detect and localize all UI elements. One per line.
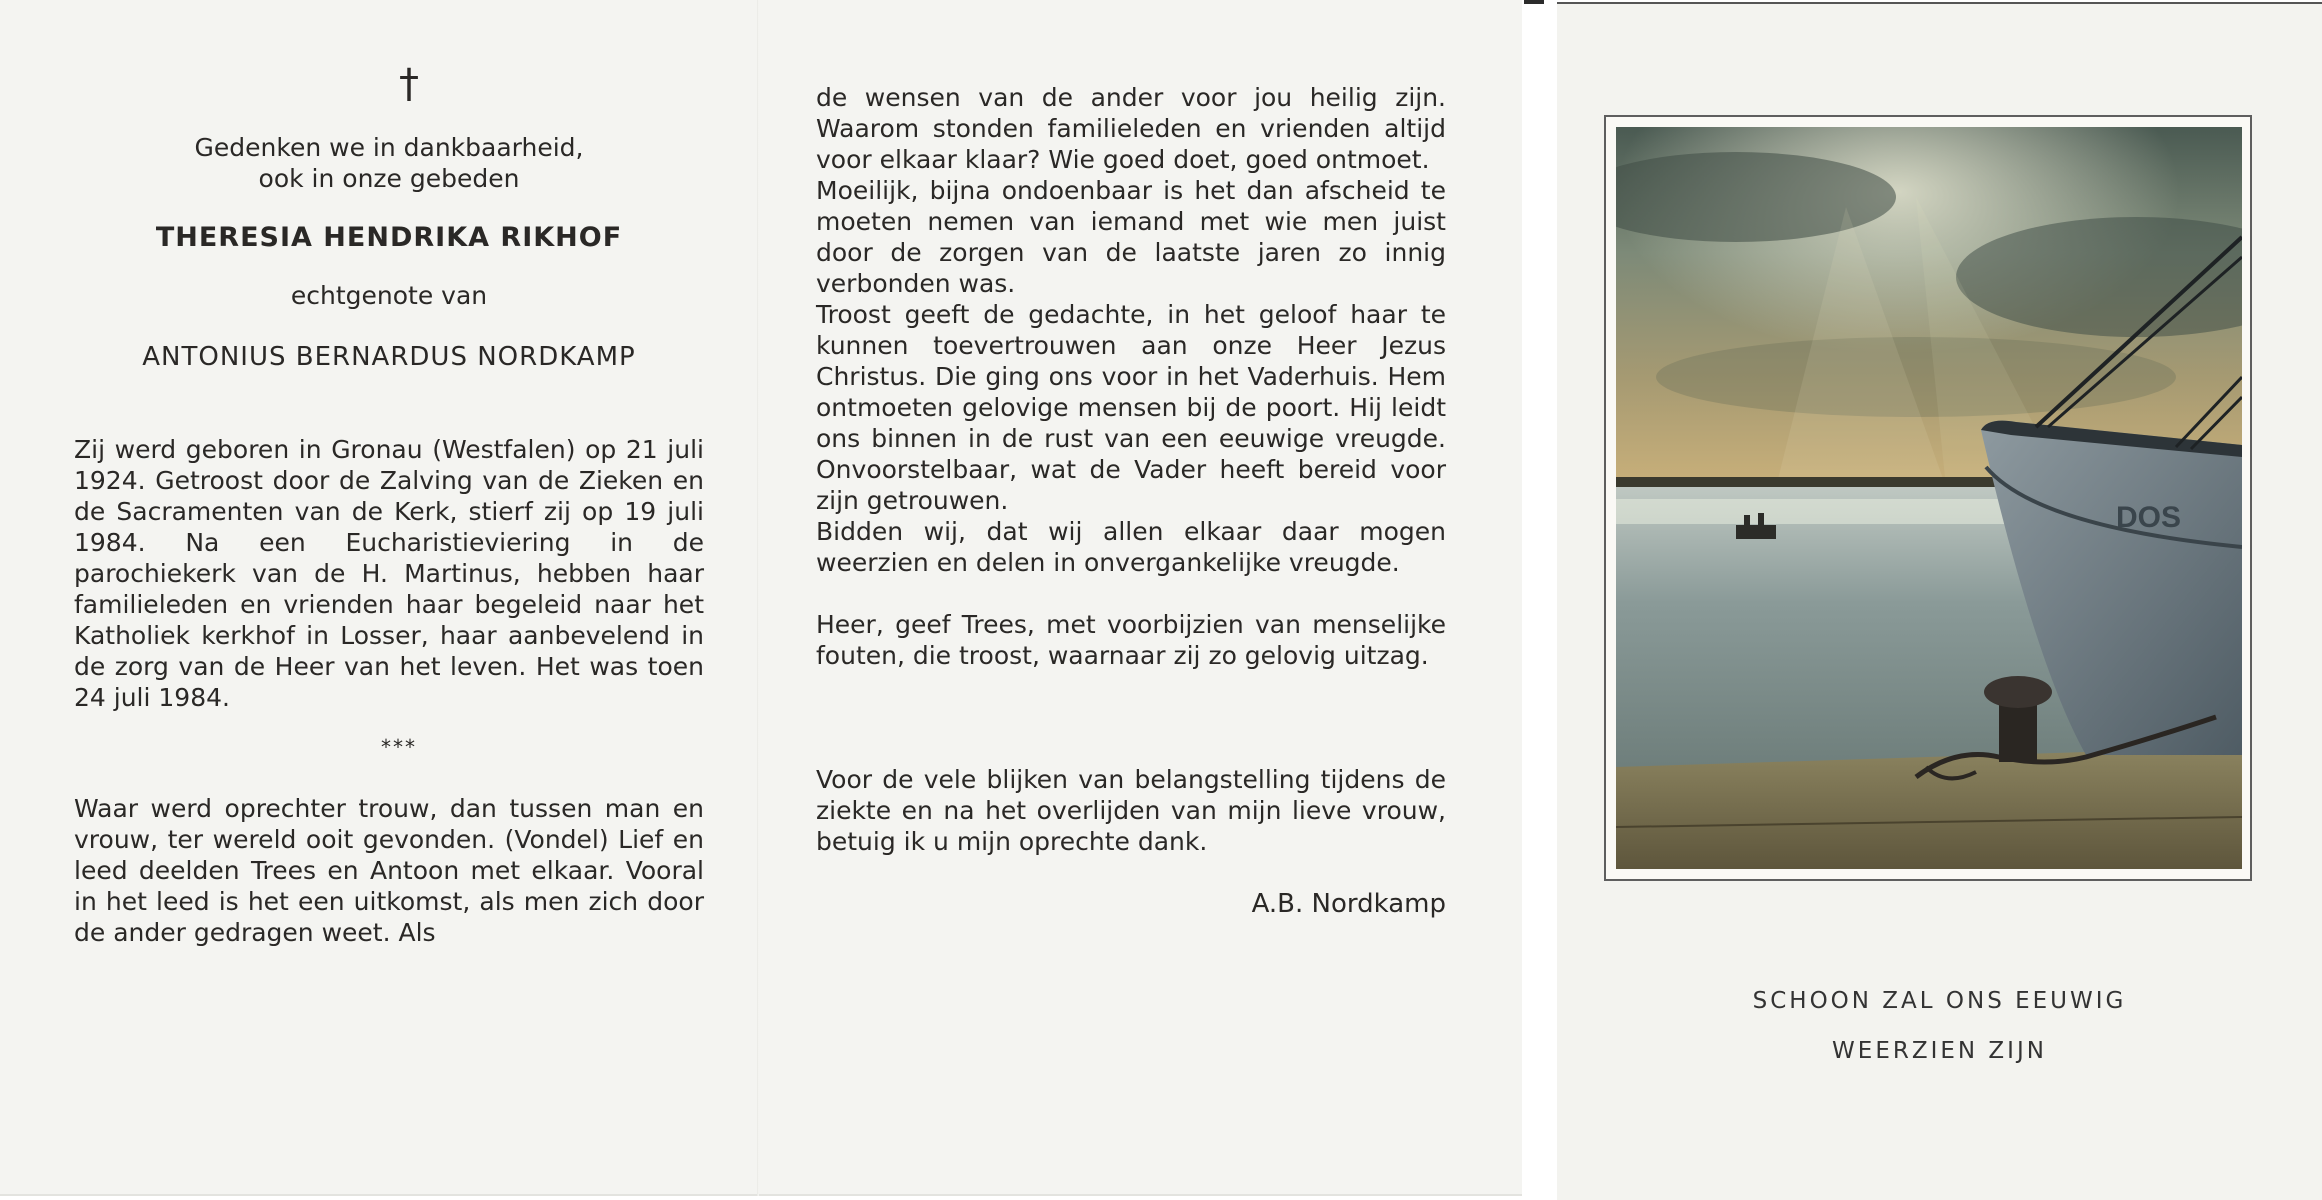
scan-mark: [1524, 0, 1544, 4]
scan-gap: [1522, 0, 1557, 1200]
biography-text: Zij werd geboren in Gronau (Westfalen) op 21 juli 1924. Getroost door de Zalving van de Zieken en de Sacramenten van de Kerk, stierf zij op 19 juli 1984. Na een Eucharistieviering in de parochiekerk van de H. Martinus, hebben haar familieleden en vrienden haar begeleid naar het Katholiek kerkhof in Losser, haar aanbevelend in de zorg van de Heer van het leven. Het was toen 24 juli 1984.: [74, 435, 704, 712]
left-panel: [74, 60, 704, 948]
separator: ***: [381, 735, 417, 759]
signature: A.B. Nordkamp: [1251, 889, 1446, 919]
motto-line-1: SCHOON ZAL ONS EEUWIG: [1752, 988, 2127, 1014]
boat-name: DOS: [2116, 501, 2182, 534]
reflection-text-start: Waar werd oprechter trouw, dan tussen man en vrouw, ter wereld ooit gevonden. (Vondel) Lief en leed deelden Trees en Antoon met elkaar. Vooral in het leed is het een uitkomst, als men zich door de ander gedragen weet. Als: [74, 794, 704, 947]
prayer-text: Heer, geef Trees, met voorbijzien van menselijke fouten, die troost, waarnaar zij zo gelovig uitzag.: [816, 610, 1446, 670]
reflection-text-part-4: Bidden wij, dat wij allen elkaar daar mogen weerzien en delen in onvergankelijke vreugde.: [816, 517, 1446, 577]
spouse-name: ANTONIUS BERNARDUS NORDKAMP: [142, 342, 636, 372]
reflection-text-part-3: Troost geeft de gedachte, in het geloof haar te kunnen toevertrouwen aan onze Heer Jezus Christus. Die ging ons voor in het Vaderhuis. Hem ontmoeten gelovige mensen bij de poort. Hij leidt ons binnen in de rust van een eeuwige vreugde. Onvoorstelbaar, wat de Vader heeft bereid voor zijn getrouwen.: [816, 300, 1446, 515]
reflection-text-part-1: de wensen van de ander voor jou heilig zijn. Waarom stonden familieleden en vrienden altijd voor elkaar klaar? Wie goed doet, goed ontmoet.: [816, 83, 1446, 174]
deceased-name: THERESIA HENDRIKA RIKHOF: [155, 222, 623, 253]
thanks-text: Voor de vele blijken van belangstelling tijdens de ziekte en na het overlijden van mijn lieve vrouw, betuig ik u mijn oprechte dank.: [816, 765, 1446, 856]
middle-panel: [816, 82, 1446, 919]
fold-line: [757, 0, 759, 1196]
motto-line-2: WEERZIEN ZIJN: [1832, 1038, 2047, 1064]
harbor-boat-photo: [1616, 127, 2242, 869]
intro-line-1: Gedenken we in dankbaarheid,: [194, 133, 584, 162]
photo-frame: [1604, 115, 2252, 881]
reflection-text-part-2: Moeilijk, bijna ondoenbaar is het dan afscheid te moeten nemen van iemand met wie men juist door de zorgen van de laatste jaren zo innig verbonden was.: [816, 176, 1446, 298]
intro-line-2: ook in onze gebeden: [258, 164, 520, 193]
memorial-card-front: [1557, 2, 2322, 1200]
cross-icon: †: [399, 61, 419, 107]
spouse-label: echtgenote van: [290, 281, 488, 310]
